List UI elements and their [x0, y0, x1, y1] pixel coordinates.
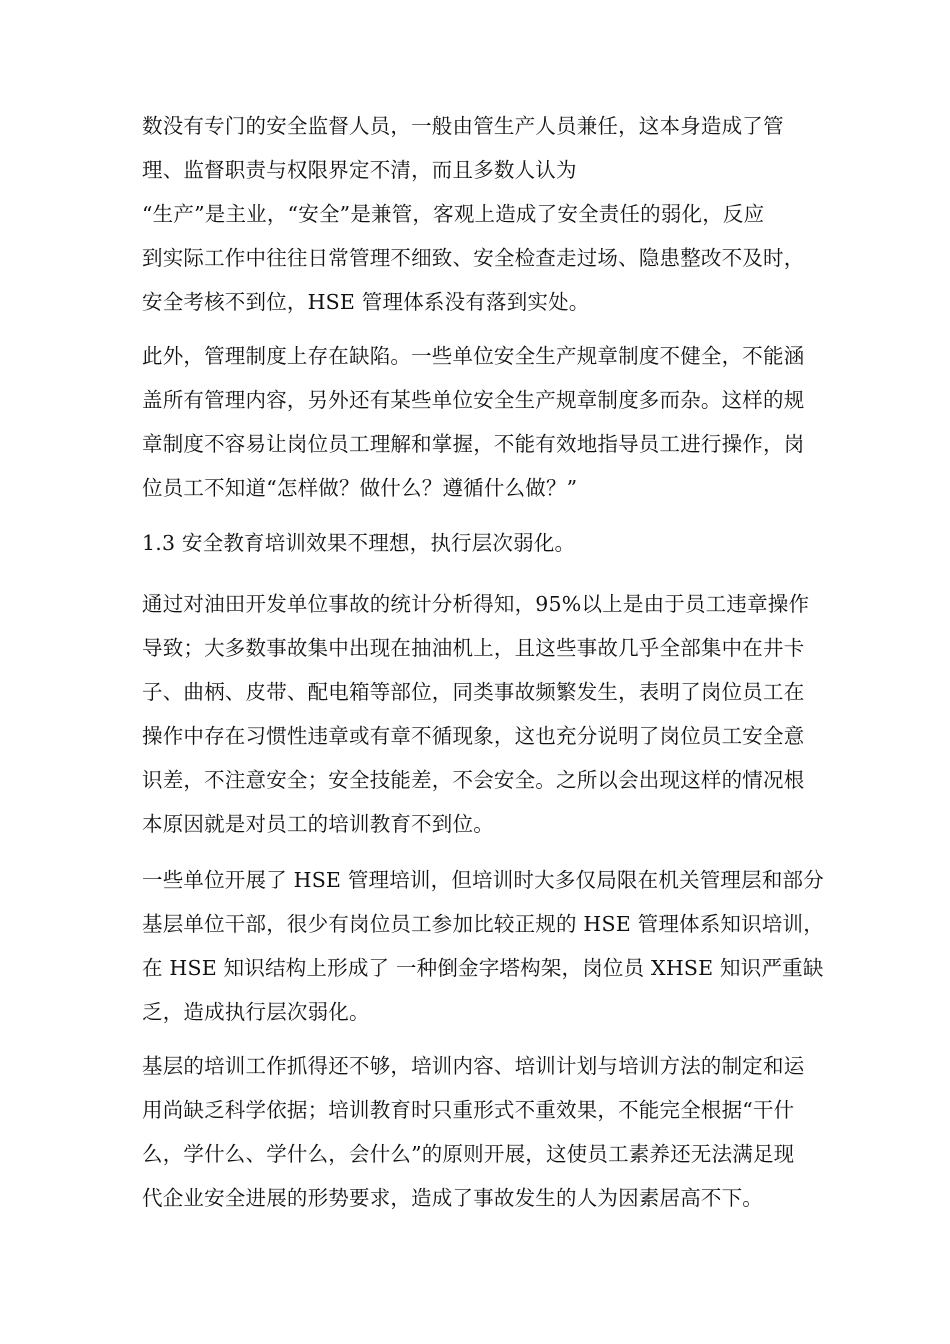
paragraph-1-line-4: 到实际工作中往往日常管理不细致、安全检查走过场、隐患整改不及时， [142, 246, 805, 270]
section-heading-1-3: 1.3 安全教育培训效果不理想，执行层次弱化。 [142, 531, 576, 555]
paragraph-5-line-2: 基层单位干部，很少有岗位员工参加比较正规的 HSE 管理体系知识培训， [142, 912, 824, 936]
paragraph-2-line-2: 盖所有管理内容，另外还有某些单位安全生产规章制度多而杂。这样的规 [142, 388, 805, 412]
paragraph-1-line-3: “生产”是主业，“安全”是兼管，客观上造成了安全责任的弱化，反应 [142, 202, 765, 226]
paragraph-2-line-1: 此外，管理制度上存在缺陷。一些单位安全生产规章制度不健全，不能涵 [142, 344, 805, 368]
paragraph-6-line-2: 用尚缺乏科学依据；培训教育时只重形式不重效果，不能完全根据“干什 [142, 1098, 795, 1122]
paragraph-1-line-1: 数没有专门的安全监督人员，一般由管生产人员兼任，这本身造成了管 [142, 114, 784, 138]
paragraph-1-line-5: 安全考核不到位，HSE 管理体系没有落到实处。 [142, 290, 590, 314]
paragraph-6-line-4: 代企业安全进展的形势要求，造成了事故发生的人为因素居高不下。 [142, 1186, 763, 1210]
paragraph-4-line-4: 操作中存在习惯性违章或有章不循现象，这也充分说明了岗位员工安全意 [142, 724, 805, 748]
paragraph-2-line-3: 章制度不容易让岗位员工理解和掌握，不能有效地指导员工进行操作，岗 [142, 432, 805, 456]
paragraph-4-line-6: 本原因就是对员工的培训教育不到位。 [142, 812, 494, 836]
paragraph-6-line-1: 基层的培训工作抓得还不够，培训内容、培训计划与培训方法的制定和运 [142, 1054, 805, 1078]
paragraph-5-line-3: 在 HSE 知识结构上形成了 一种倒金字塔构架，岗位员 XHSE 知识严重缺 [142, 956, 824, 980]
paragraph-4-line-5: 识差，不注意安全；安全技能差，不会安全。之所以会出现这样的情况根 [142, 768, 805, 792]
paragraph-2-line-4: 位员工不知道“怎样做？做什么？遵循什么做？” [142, 476, 578, 500]
paragraph-6-line-3: 么，学什么、学什么，会什么”的原则开展，这使员工素养还无法满足现 [142, 1142, 795, 1166]
paragraph-5-line-1: 一些单位开展了 HSE 管理培训，但培训时大多仅局限在机关管理层和部分 [142, 868, 824, 892]
paragraph-4-line-2: 导致；大多数事故集中出现在抽油机上，且这些事故几乎全部集中在井卡 [142, 636, 805, 660]
paragraph-1-line-2: 理、监督职责与权限界定不清，而且多数人认为 [142, 158, 577, 182]
paragraph-4-line-1: 通过对油田开发单位事故的统计分析得知，95%以上是由于员工违章操作 [142, 592, 810, 616]
paragraph-5-line-4: 乏，造成执行层次弱化。 [142, 1000, 370, 1024]
paragraph-4-line-3: 子、曲柄、皮带、配电箱等部位，同类事故频繁发生，表明了岗位员工在 [142, 680, 805, 704]
